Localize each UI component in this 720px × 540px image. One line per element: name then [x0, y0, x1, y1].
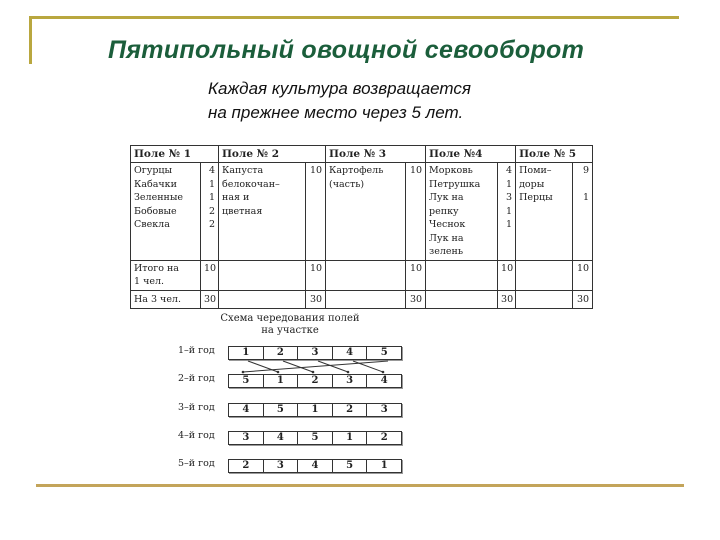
rotation-cell: 2 [229, 460, 264, 472]
subtitle-line-2: на прежнее место через 5 лет. [208, 103, 464, 122]
total-field-2: 10 [306, 260, 326, 290]
rotation-cell: 5 [333, 460, 368, 472]
field-4-crops: Морковь Петрушка Лук на репку Чеснок Лук на зелень [426, 163, 498, 261]
field-3-counts: 10 [406, 163, 426, 261]
three-field-1: 30 [201, 290, 219, 308]
field-4-counts: 4 1 3 1 1 [498, 163, 516, 261]
rotation-cell: 1 [264, 375, 299, 387]
rotation-cell: 4 [264, 432, 299, 444]
rotation-cell: 4 [380, 375, 388, 386]
rotation-cell: 1 [229, 347, 264, 359]
rotation-cell: 5 [229, 375, 264, 387]
rotation-cell: 1 [380, 460, 388, 471]
left-rule [29, 16, 32, 64]
year-1-label: 1–й год [178, 345, 215, 356]
rotation-cell: 4 [298, 460, 333, 472]
empty-cell [326, 290, 406, 308]
empty-cell [426, 290, 498, 308]
three-field-5: 30 [573, 290, 593, 308]
three-label: На 3 чел. [131, 290, 201, 308]
bottom-rule [36, 484, 684, 487]
top-rule [29, 16, 679, 19]
rotation-row-year-2 [228, 374, 402, 388]
rotation-cell: 2 [380, 432, 388, 443]
rotation-cell: 4 [333, 347, 368, 359]
empty-cell [219, 290, 306, 308]
fields-table [130, 145, 593, 309]
year-2-label: 2–й год [178, 373, 215, 384]
rotation-cell: 5 [298, 432, 333, 444]
table-header-row [131, 146, 593, 163]
rotation-cell: 1 [333, 432, 368, 444]
field-5-crops: Поми– доры Перцы [516, 163, 573, 261]
header-field-2: Поле № 2 [219, 146, 326, 163]
three-field-2: 30 [306, 290, 326, 308]
slide-title: Пятипольный овощной севооборот [108, 36, 585, 64]
three-field-3: 30 [406, 290, 426, 308]
slide-subtitle [208, 77, 471, 125]
year-5-label: 5–й год [178, 458, 215, 469]
empty-cell [516, 290, 573, 308]
header-field-5: Поле № 5 [516, 146, 593, 163]
rotation-cell: 2 [333, 404, 368, 416]
header-field-3: Поле № 3 [326, 146, 426, 163]
year-4-label: 4–й год [178, 430, 215, 441]
rotation-cell: 2 [264, 347, 299, 359]
field-2-crops: Капуста белокочан– ная и цветная [219, 163, 306, 261]
rotation-cell: 5 [264, 404, 299, 416]
total-field-4: 10 [498, 260, 516, 290]
field-1-counts: 4 1 1 2 2 [201, 163, 219, 261]
rotation-cell: 3 [380, 404, 388, 415]
rotation-row-year-5 [228, 459, 402, 473]
rotation-row-year-4 [228, 431, 402, 445]
rotation-row-year-3 [228, 403, 402, 417]
total-label: Итого на 1 чел. [131, 260, 201, 290]
rotation-row-year-1 [228, 346, 402, 360]
header-field-4: Поле №4 [426, 146, 516, 163]
table-row-crops [131, 163, 593, 261]
rotation-cell: 3 [333, 375, 368, 387]
table-row-three-persons [131, 290, 593, 308]
empty-cell [426, 260, 498, 290]
total-field-5: 10 [573, 260, 593, 290]
rotation-cell: 1 [298, 404, 333, 416]
year-3-label: 3–й год [178, 402, 215, 413]
rotation-cell: 3 [298, 347, 333, 359]
rotation-cell: 2 [298, 375, 333, 387]
total-field-1: 10 [201, 260, 219, 290]
empty-cell [326, 260, 406, 290]
rotation-cell: 4 [229, 404, 264, 416]
rotation-cell: 3 [264, 460, 299, 472]
header-field-1: Поле № 1 [131, 146, 219, 163]
three-field-4: 30 [498, 290, 516, 308]
field-1-crops: Огурцы Кабачки Зеленные Бобовые Свекла [131, 163, 201, 261]
empty-cell [219, 260, 306, 290]
table-row-total-per-person [131, 260, 593, 290]
rotation-cell: 5 [380, 347, 388, 358]
subtitle-line-1: Каждая культура возвращается [208, 79, 471, 98]
field-5-counts: 9 1 [573, 163, 593, 261]
field-3-crops: Картофель (часть) [326, 163, 406, 261]
rotation-cell: 3 [229, 432, 264, 444]
total-field-3: 10 [406, 260, 426, 290]
rotation-scheme-title: Схема чередования полей на участке [220, 313, 360, 336]
field-2-counts: 10 [306, 163, 326, 261]
empty-cell [516, 260, 573, 290]
